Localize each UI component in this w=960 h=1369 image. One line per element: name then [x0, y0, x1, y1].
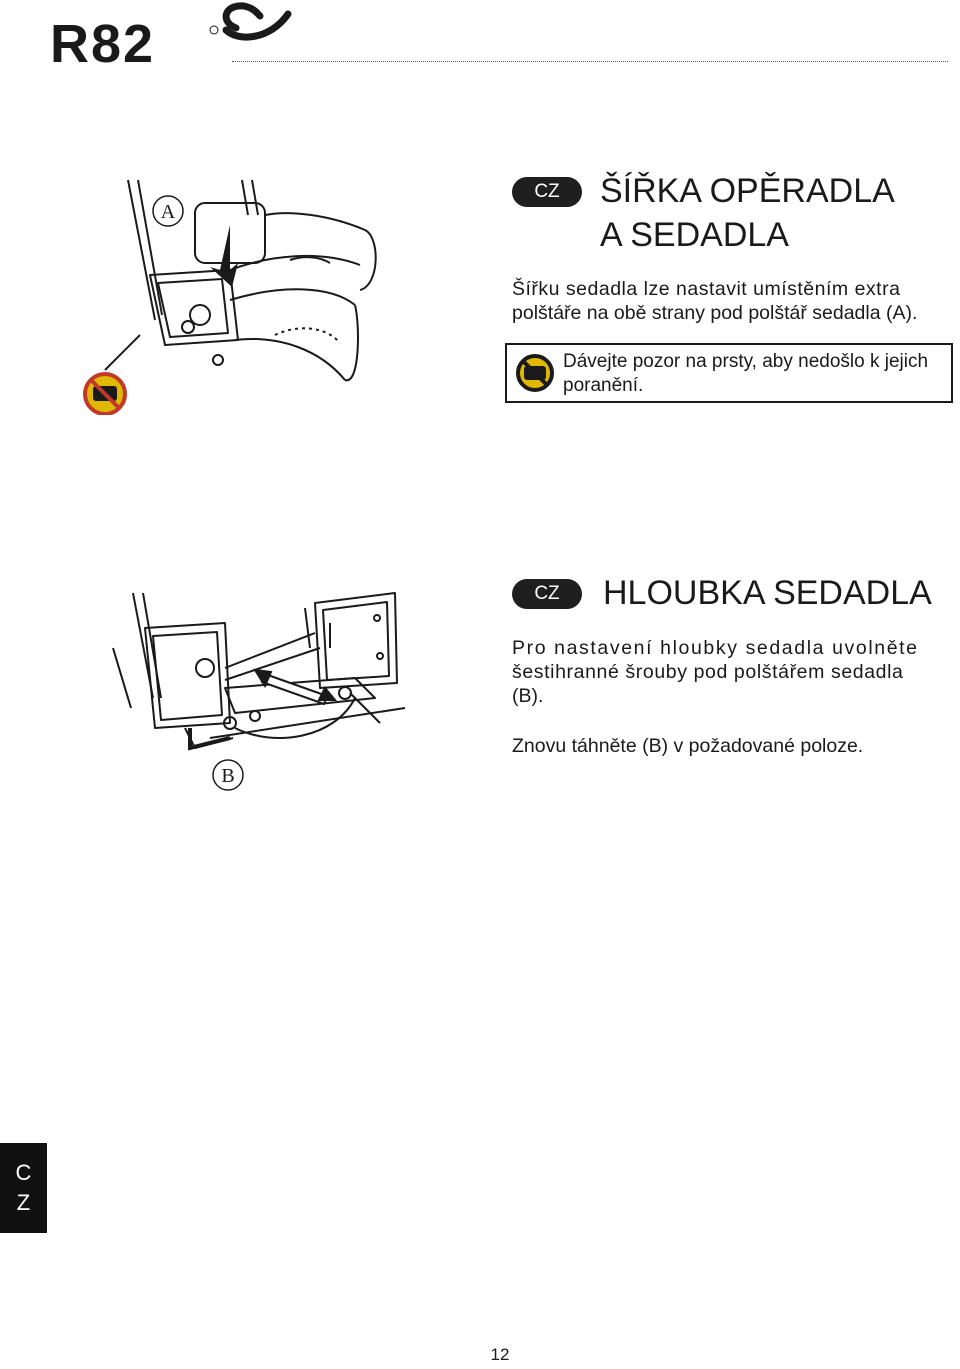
warning-box: [505, 343, 953, 403]
page-number: 12: [490, 1345, 510, 1364]
warning-text-line1: Dávejte pozor na prsty, aby nedošlo k jejich: [563, 351, 929, 372]
section2-body-line3: (B).: [512, 685, 544, 707]
section1-body-line2: polštáře na obě strany pod polštář sedadla (A).: [512, 302, 918, 324]
language-side-tab: [0, 1143, 47, 1233]
section1-body-line1: Šířku sedadla lze nastavit umístěním extra: [512, 278, 901, 300]
section2-title: HLOUBKA SEDADLA: [603, 574, 932, 612]
figure-a-label: A: [160, 201, 176, 223]
r82-logo: [48, 0, 298, 70]
header-divider: [232, 61, 948, 62]
figure-b-label: B: [221, 765, 235, 787]
lang-badge-section1: CZ: [512, 177, 582, 207]
section1-title-line2: A SEDADLA: [600, 216, 789, 254]
no-hand-pinch-icon: [515, 353, 555, 393]
section2-body2: Znovu táhněte (B) v požadované poloze.: [512, 735, 864, 757]
section2-body-line1: Pro nastavení hloubky sedadla uvolněte: [512, 637, 919, 659]
side-tab-letter2: Z: [16, 1190, 31, 1215]
figure-b-illustration: [105, 588, 415, 793]
lang-badge-section2: CZ: [512, 579, 582, 609]
section2-body-line2: šestihranné šrouby pod polštářem sedadla: [512, 661, 904, 683]
warning-text-line2: poranění.: [563, 375, 644, 396]
section1-title-line1: ŠÍŘKA OPĚRADLA: [600, 172, 895, 210]
no-hand-warning-icon-a: [85, 374, 125, 414]
figure-a-illustration: [80, 175, 405, 415]
logo-text: R82: [50, 14, 156, 70]
side-tab-letter1: C: [15, 1160, 32, 1185]
